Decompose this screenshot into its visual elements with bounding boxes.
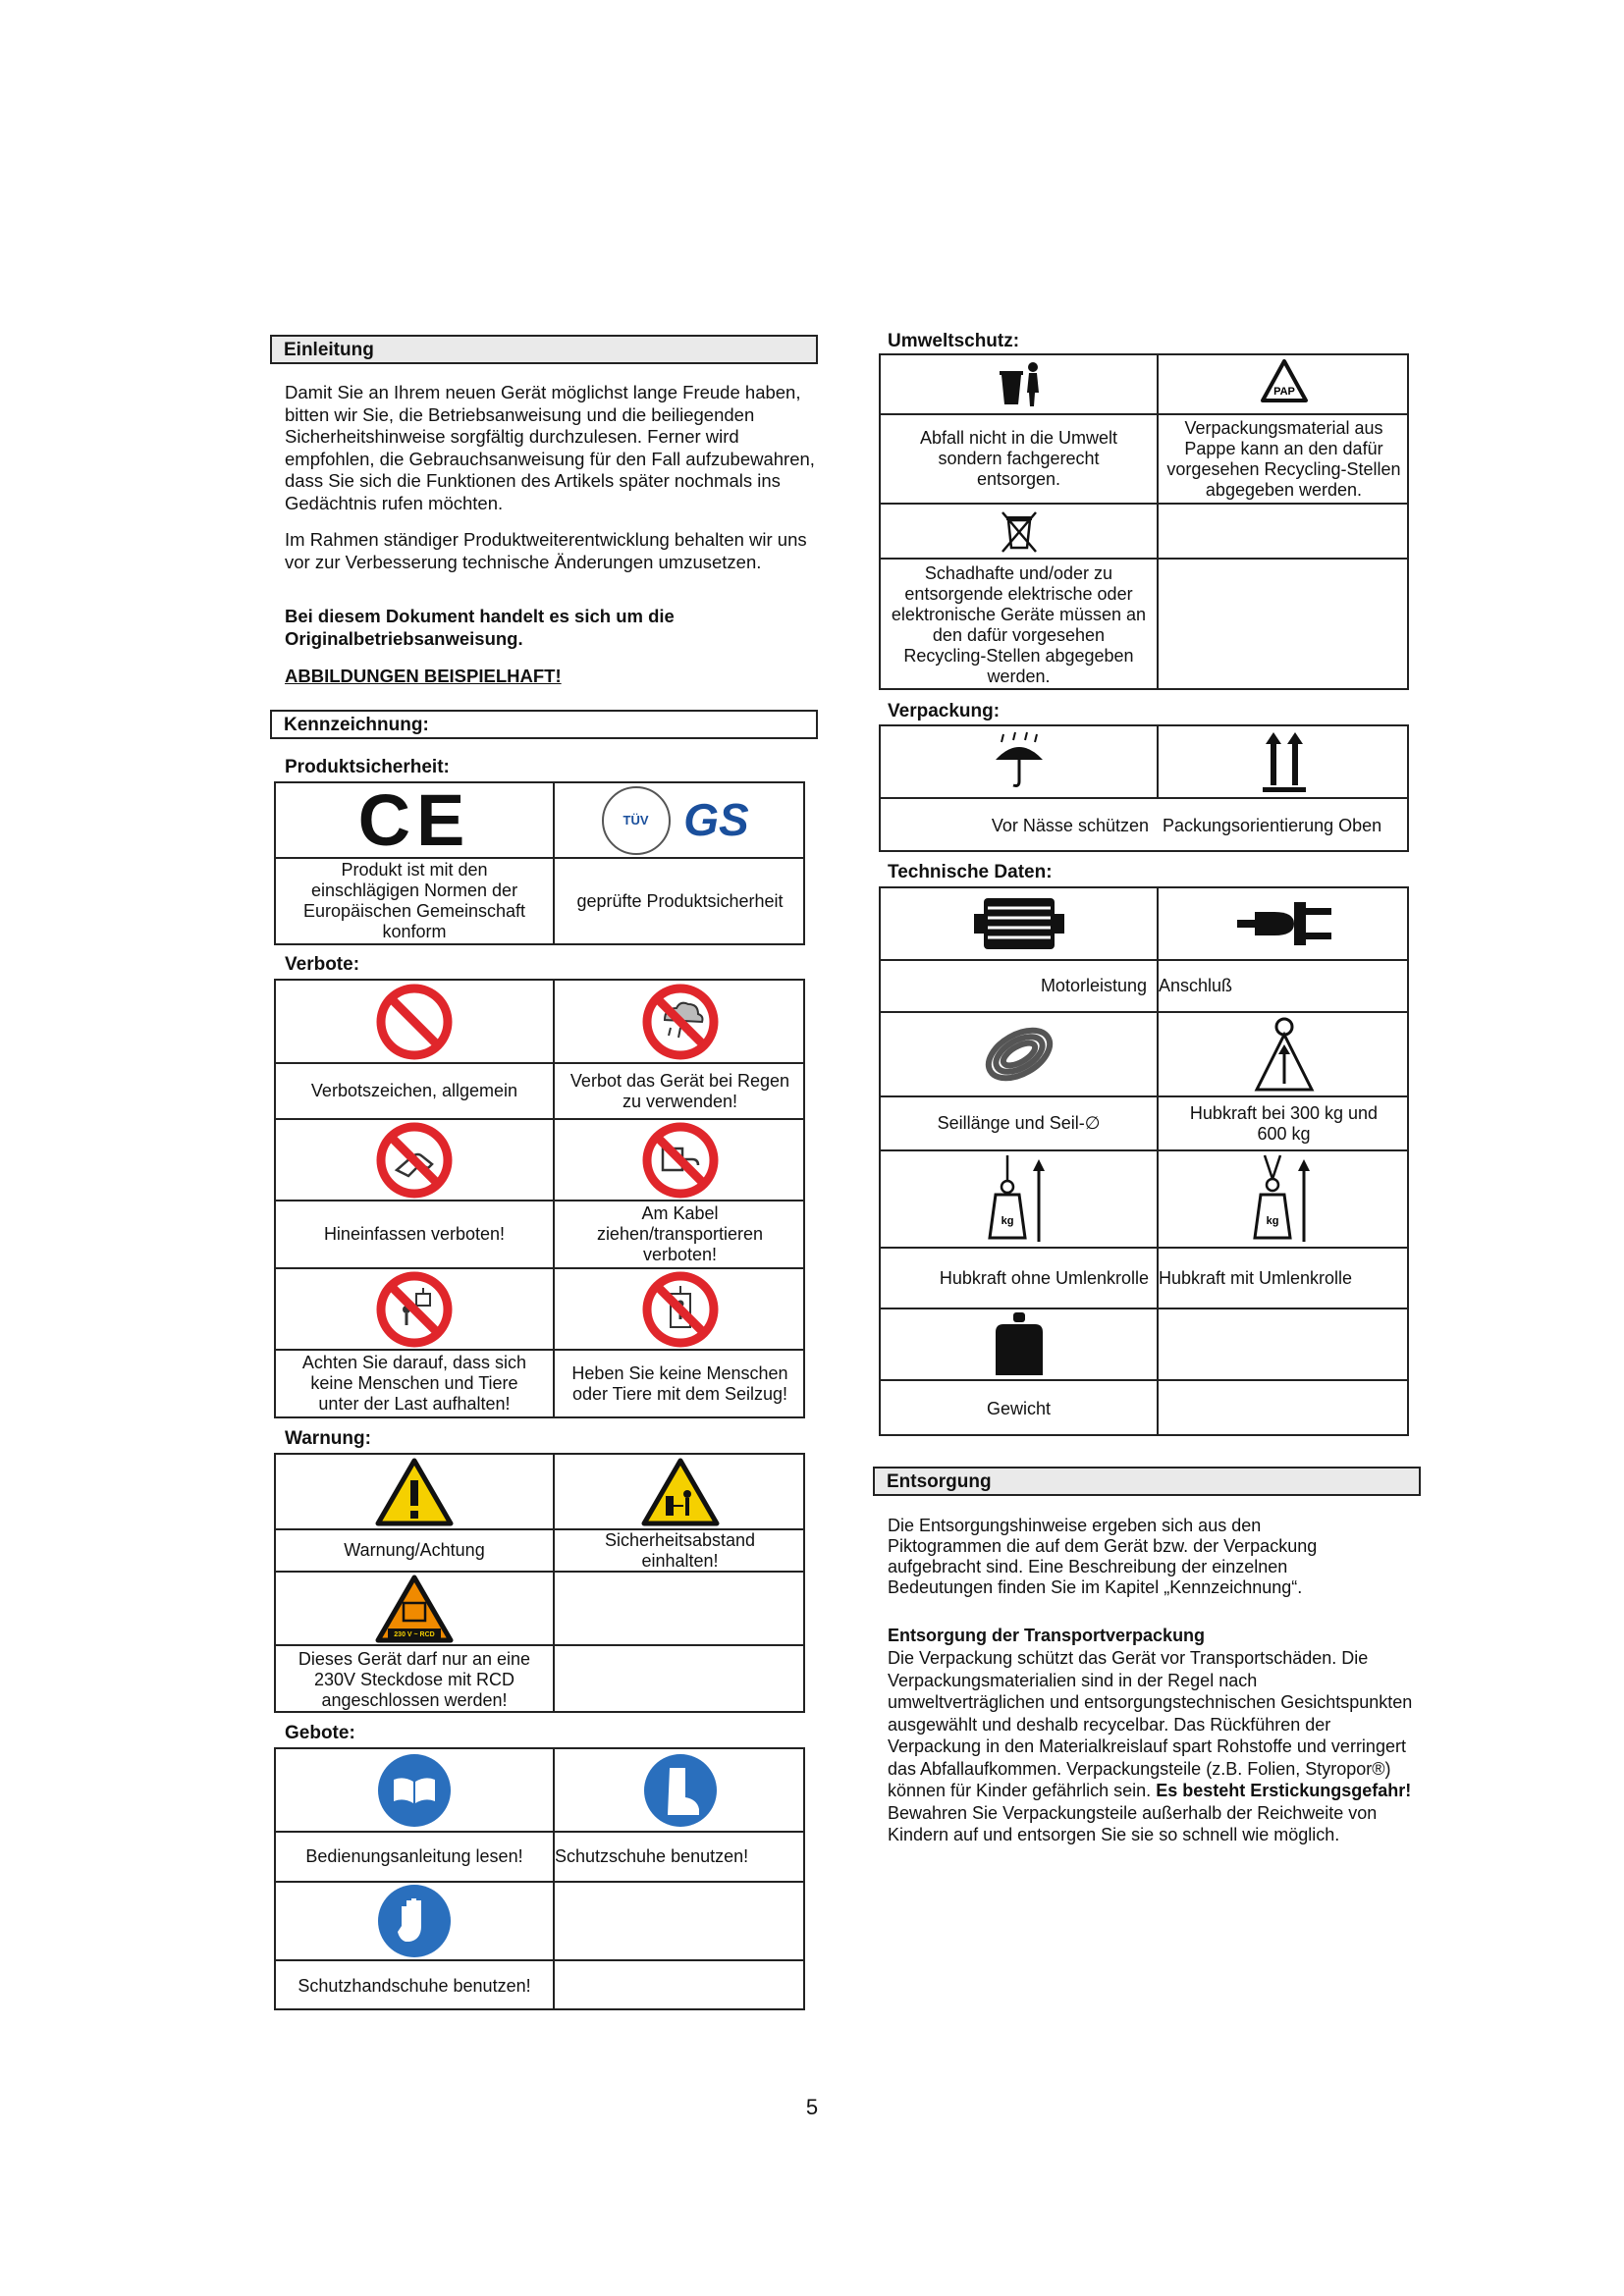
svg-text:kg: kg — [1266, 1214, 1278, 1227]
tech-text-anschluss: Anschluß — [1159, 976, 1233, 995]
no-lifting-persons-icon — [555, 1269, 805, 1349]
verpackung-table — [879, 724, 1409, 852]
umwelt-text-3: Schadhafte und/oder zu entsorgende elektrische oder elektronische Geräte müssen an den dafür vorgesehen Recycling-Stellen abgegeben werden. — [891, 562, 1147, 686]
warning-triangle-icon — [276, 1455, 553, 1528]
umweltschutz-label: Umweltschutz: — [888, 331, 1020, 351]
umweltschutz-table — [879, 353, 1409, 690]
weee-crossed-bin-icon — [881, 505, 1157, 558]
verpackung-text-2: Packungsorientierung Oben — [1163, 815, 1382, 835]
ce-mark-icon: CE — [357, 778, 471, 861]
entsorgung-paragraph-1: Die Entsorgungshinweise ergeben sich aus den Piktogrammen die auf dem Gerät bzw. der Verpackung aufgebracht sind. Eine Beschreibung der einzelnen Bedeutungen finden Sie im Kapitel „Kennzeichnung“. — [888, 1516, 1318, 1597]
warnung-text-3: Dieses Gerät darf nur an eine 230V Steckdose mit RCD angeschlossen werden! — [298, 1648, 531, 1710]
lift-without-pulley-icon — [881, 1151, 1157, 1247]
verbote-table — [274, 979, 805, 1418]
no-person-under-load-icon — [276, 1269, 553, 1349]
motor-icon — [881, 888, 1157, 959]
ce-description: Produkt ist mit den einschlägigen Normen der Europäischen Gemeinschaft konform — [302, 860, 526, 941]
tech-text-gewicht: Gewicht — [986, 1398, 1052, 1418]
verbote-text-6: Heben Sie keine Menschen oder Tiere mit dem Seilzug! — [571, 1362, 788, 1404]
umwelt-text-2: Verpackungsmaterial aus Pappe kann an den dafür vorgesehen Recycling-Stellen abgegeben werden. — [1166, 417, 1401, 500]
tech-text-seil: Seillänge und Seil-∅ — [937, 1113, 1101, 1133]
prohibition-general-icon — [276, 981, 553, 1062]
warnung-text-2: Sicherheitsabstand einhalten! — [604, 1529, 756, 1571]
warnung-label: Warnung: — [285, 1428, 371, 1449]
technische-daten-label: Technische Daten: — [888, 862, 1053, 882]
this-side-up-icon — [1159, 726, 1409, 797]
verbote-text-1: Verbotszeichen, allgemein — [310, 1081, 518, 1100]
rcd-warning-icon — [276, 1573, 553, 1644]
kennzeichnung-header: Kennzeichnung: — [270, 710, 818, 739]
gebote-text-3: Schutzhandschuhe benutzen! — [298, 1975, 531, 1996]
rope-coil-icon — [881, 1013, 1157, 1095]
hoist-weight-icon — [1159, 1013, 1409, 1095]
produktsicherheit-table — [274, 778, 805, 945]
einleitung-paragraph-3: Bei diesem Dokument handelt es sich um die Originalbetriebsanweisung. — [285, 606, 675, 649]
verpackung-text-1: Vor Nässe schützen — [991, 815, 1149, 835]
umwelt-text-1: Abfall nicht in die Umwelt sondern fachgerecht entsorgen. — [919, 428, 1118, 489]
keep-dry-umbrella-icon — [881, 726, 1157, 797]
gs-logo-icon: GS — [683, 794, 749, 845]
power-plug-icon — [1159, 888, 1409, 959]
tech-text-motorleistung: Motorleistung — [1040, 976, 1147, 995]
entsorgung-subheading: Entsorgung der Transportverpackung — [888, 1626, 1206, 1645]
gs-tuv-mark-icon — [555, 783, 805, 857]
lift-with-pulley-icon — [1159, 1151, 1409, 1247]
page-number: 5 — [805, 2095, 819, 2119]
entsorgung-header: Entsorgung — [873, 1467, 1421, 1496]
verbote-text-2: Verbot das Gerät bei Regen zu verwenden! — [569, 1070, 790, 1111]
gebote-text-2: Schutzschuhe benutzen! — [555, 1846, 749, 1866]
svg-text:PAP: PAP — [1272, 385, 1295, 398]
no-reaching-in-icon — [276, 1120, 553, 1200]
warnung-text-1: Warnung/Achtung — [344, 1540, 485, 1560]
svg-text:230 V ~ RCD: 230 V ~ RCD — [394, 1630, 435, 1638]
pap-recycling-icon — [1159, 355, 1409, 413]
verpackung-label: Verpackung: — [888, 701, 1001, 721]
gs-description: geprüfte Produktsicherheit — [576, 890, 784, 911]
gebote-text-1: Bedienungsanleitung lesen! — [305, 1846, 523, 1866]
verbote-text-5: Achten Sie darauf, dass sich keine Menschen und Tiere unter der Last aufhalten! — [301, 1353, 527, 1414]
einleitung-paragraph-1: Damit Sie an Ihrem neuen Gerät möglichst lange Freude haben, bitten wir Sie, die Betriebsanweisung und die beiliegenden Sicherheitshinweise sorgfältig durchzulesen. Ferner wird empfohlen, die Gebrauchsanweisung für den Fall aufzubewahren, dass Sie sich die Funktionen des Artikels später nochmals ins Gedächtnis rufen möchten. — [285, 382, 815, 513]
litter-bin-icon — [881, 355, 1157, 413]
safety-shoes-icon — [555, 1749, 805, 1831]
tuv-seal-icon: TÜV — [602, 786, 671, 855]
entsorgung-paragraph-2: Die Verpackung schützt das Gerät vor Transportschäden. Die Verpackungsmaterialien sind in der Regel nach umweltverträglichen und entsorgungstechnischen Gesichtspunkten ausgewählt und deshalb recycelbar. Das Rückführen der Verpackung in den Materialkreislauf spart Rohstoffe und verringert das Abfallaufkommen. Verpackungsteile (z.B. Folien, Styropor®) können für Kinder gefährlich sein. Es besteht Erstickungsgefahr! Bewahren Sie Verpackungsteile außerhalb der Reichweite von Kindern auf und entsorgen Sie sie so schnell wie möglich. — [888, 1648, 1413, 1844]
weight-icon — [881, 1309, 1157, 1379]
verbote-label: Verbote: — [285, 954, 360, 975]
safety-gloves-icon — [276, 1883, 553, 1959]
safety-distance-icon — [555, 1455, 805, 1528]
no-rain-icon — [555, 981, 805, 1062]
gebote-table — [274, 1747, 805, 2010]
technische-daten-table — [879, 886, 1409, 1436]
abbildungen-note: ABBILDUNGEN BEISPIELHAFT! — [285, 666, 562, 686]
warnung-table — [274, 1453, 805, 1713]
no-cable-pull-icon — [555, 1120, 805, 1200]
read-manual-icon — [276, 1749, 553, 1831]
tech-text-mit-umlenkrolle: Hubkraft mit Umlenkrolle — [1159, 1267, 1353, 1288]
tech-text-hubkraft: Hubkraft bei 300 kg und 600 kg — [1189, 1102, 1379, 1144]
gebote-label: Gebote: — [285, 1723, 355, 1743]
tech-text-ohne-umlenkrolle: Hubkraft ohne Umlenkrolle — [939, 1267, 1149, 1288]
erstickungsgefahr-warning: Es besteht Erstickungsgefahr! — [1156, 1781, 1412, 1800]
verbote-text-3: Hineinfassen verboten! — [323, 1224, 506, 1244]
einleitung-paragraph-2: Im Rahmen ständiger Produktweiterentwicklung behalten wir uns vor zur Verbesserung technische Änderungen umzusetzen. — [285, 529, 807, 572]
produktsicherheit-label: Produktsicherheit: — [285, 757, 450, 777]
einleitung-header: Einleitung — [270, 335, 818, 364]
svg-text:kg: kg — [1001, 1214, 1013, 1227]
verbote-text-4: Am Kabel ziehen/transportieren verboten! — [596, 1203, 764, 1264]
